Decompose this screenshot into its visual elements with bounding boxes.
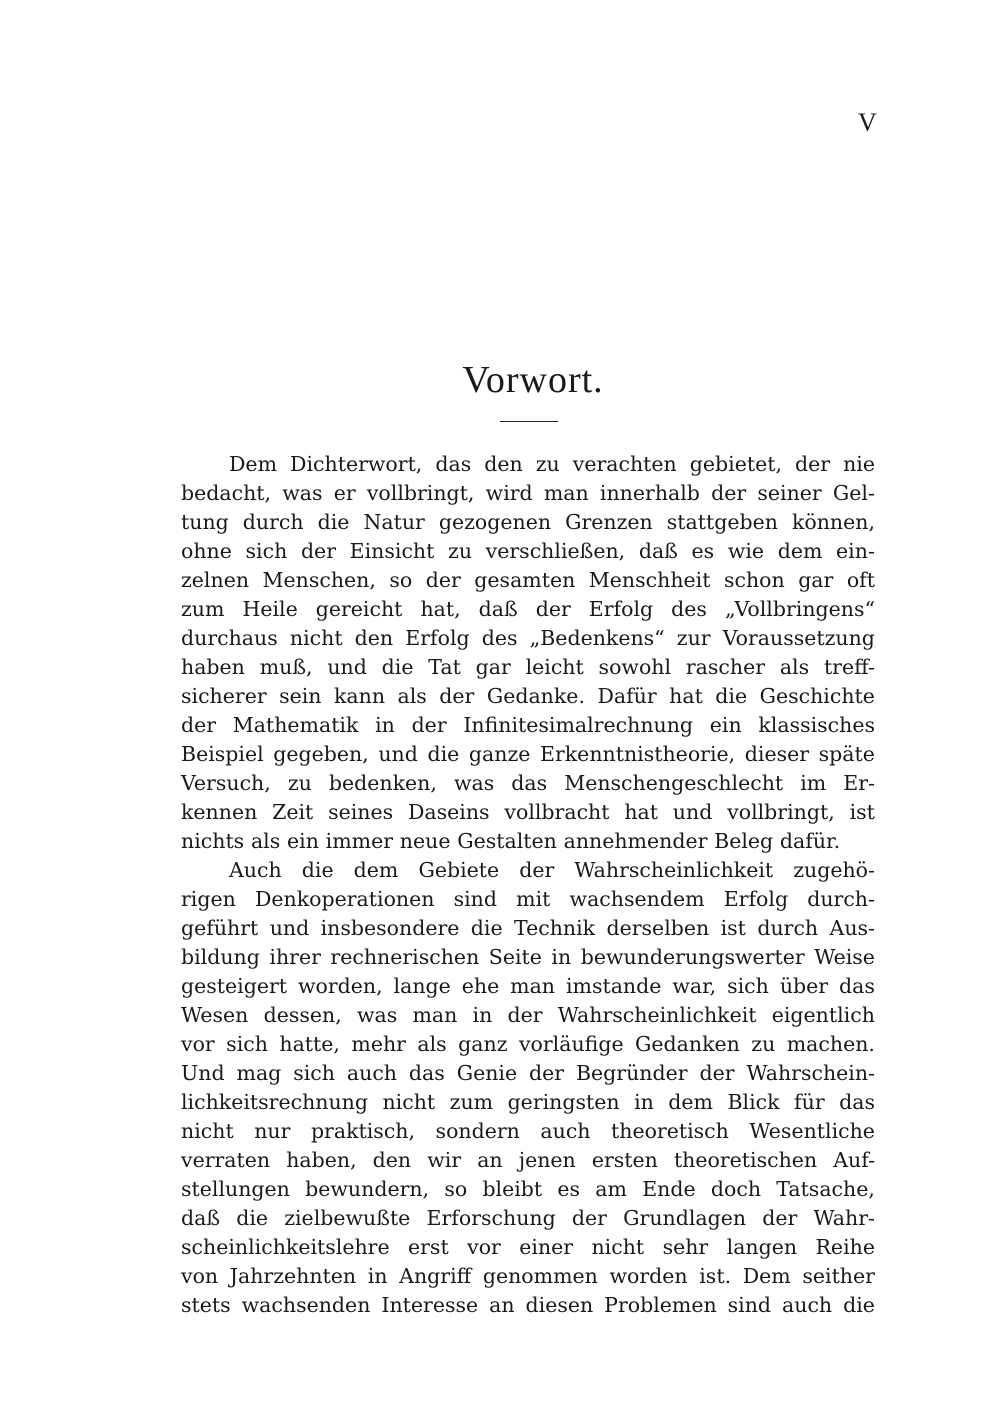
text-line: lichkeitsrechnung nicht zum geringsten in dem Blick für das (181, 1090, 875, 1114)
text-line: bildung ihrer rechnerischen Seite in bewunderungswerter Weise (181, 945, 875, 969)
page-title: Vorwort. (462, 359, 604, 401)
text-line: der Mathematik in der Infinitesimalrechnung ein klassisches (181, 713, 875, 737)
text-line: nicht nur praktisch, sondern auch theoretisch Wesentliche (181, 1119, 875, 1143)
text-line: Beispiel gegeben, und die ganze Erkenntnistheorie, dieser späte (181, 742, 875, 766)
text-line: rigen Denkoperationen sind mit wachsendem Erfolg durch- (181, 887, 875, 911)
text-line: stets wachsenden Interesse an diesen Problemen sind auch die (181, 1293, 875, 1317)
text-line: zelnen Menschen, so der gesamten Menschheit schon gar oft (181, 568, 875, 592)
page-number: V (858, 108, 877, 137)
text-line: vor sich hatte, mehr als ganz vorläufige Gedanken zu machen. (181, 1032, 875, 1056)
text-line: geführt und insbesondere die Technik derselben ist durch Aus- (181, 916, 875, 940)
text-line: Wesen dessen, was man in der Wahrscheinlichkeit eigentlich (181, 1003, 875, 1027)
text-line: verraten haben, den wir an jenen ersten theoretischen Auf- (181, 1148, 875, 1172)
body-text (181, 450, 875, 1320)
text-line: ohne sich der Einsicht zu verschließen, daß es wie dem ein- (181, 539, 875, 563)
text-line: Dem Dichterwort, das den zu verachten gebietet, der nie (229, 452, 875, 476)
text-line: Versuch, zu bedenken, was das Menschengeschlecht im Er- (181, 771, 875, 795)
text-line: daß die zielbewußte Erforschung der Grundlagen der Wahr- (181, 1206, 875, 1230)
text-line: haben muß, und die Tat gar leicht sowohl rascher als treff- (181, 655, 875, 679)
text-line: sicherer sein kann als der Gedanke. Dafür hat die Geschichte (181, 684, 875, 708)
text-line: Auch die dem Gebiete der Wahrscheinlichkeit zugehö- (229, 858, 875, 882)
text-line: kennen Zeit seines Daseins vollbracht hat und vollbringt, ist (181, 800, 875, 824)
text-line: bedacht, was er vollbringt, wird man innerhalb der seiner Gel- (181, 481, 875, 505)
text-line: durchaus nicht den Erfolg des „Bedenkens“ zur Voraussetzung (181, 626, 875, 650)
text-line: Und mag sich auch das Genie der Begründer der Wahrschein- (181, 1061, 875, 1085)
text-line: zum Heile gereicht hat, daß der Erfolg des „Vollbringens“ (181, 597, 875, 621)
text-line: gesteigert worden, lange ehe man imstande war, sich über das (181, 974, 875, 998)
title-divider (500, 421, 558, 422)
text-line: von Jahrzehnten in Angriff genommen worden ist. Dem seither (181, 1264, 875, 1288)
text-line: stellungen bewundern, so bleibt es am Ende doch Tatsache, (181, 1177, 875, 1201)
text-line: tung durch die Natur gezogenen Grenzen stattgeben können, (181, 510, 875, 534)
text-line: scheinlichkeitslehre erst vor einer nicht sehr langen Reihe (181, 1235, 875, 1259)
text-line: nichts als ein immer neue Gestalten annehmender Beleg dafür. (181, 829, 841, 853)
